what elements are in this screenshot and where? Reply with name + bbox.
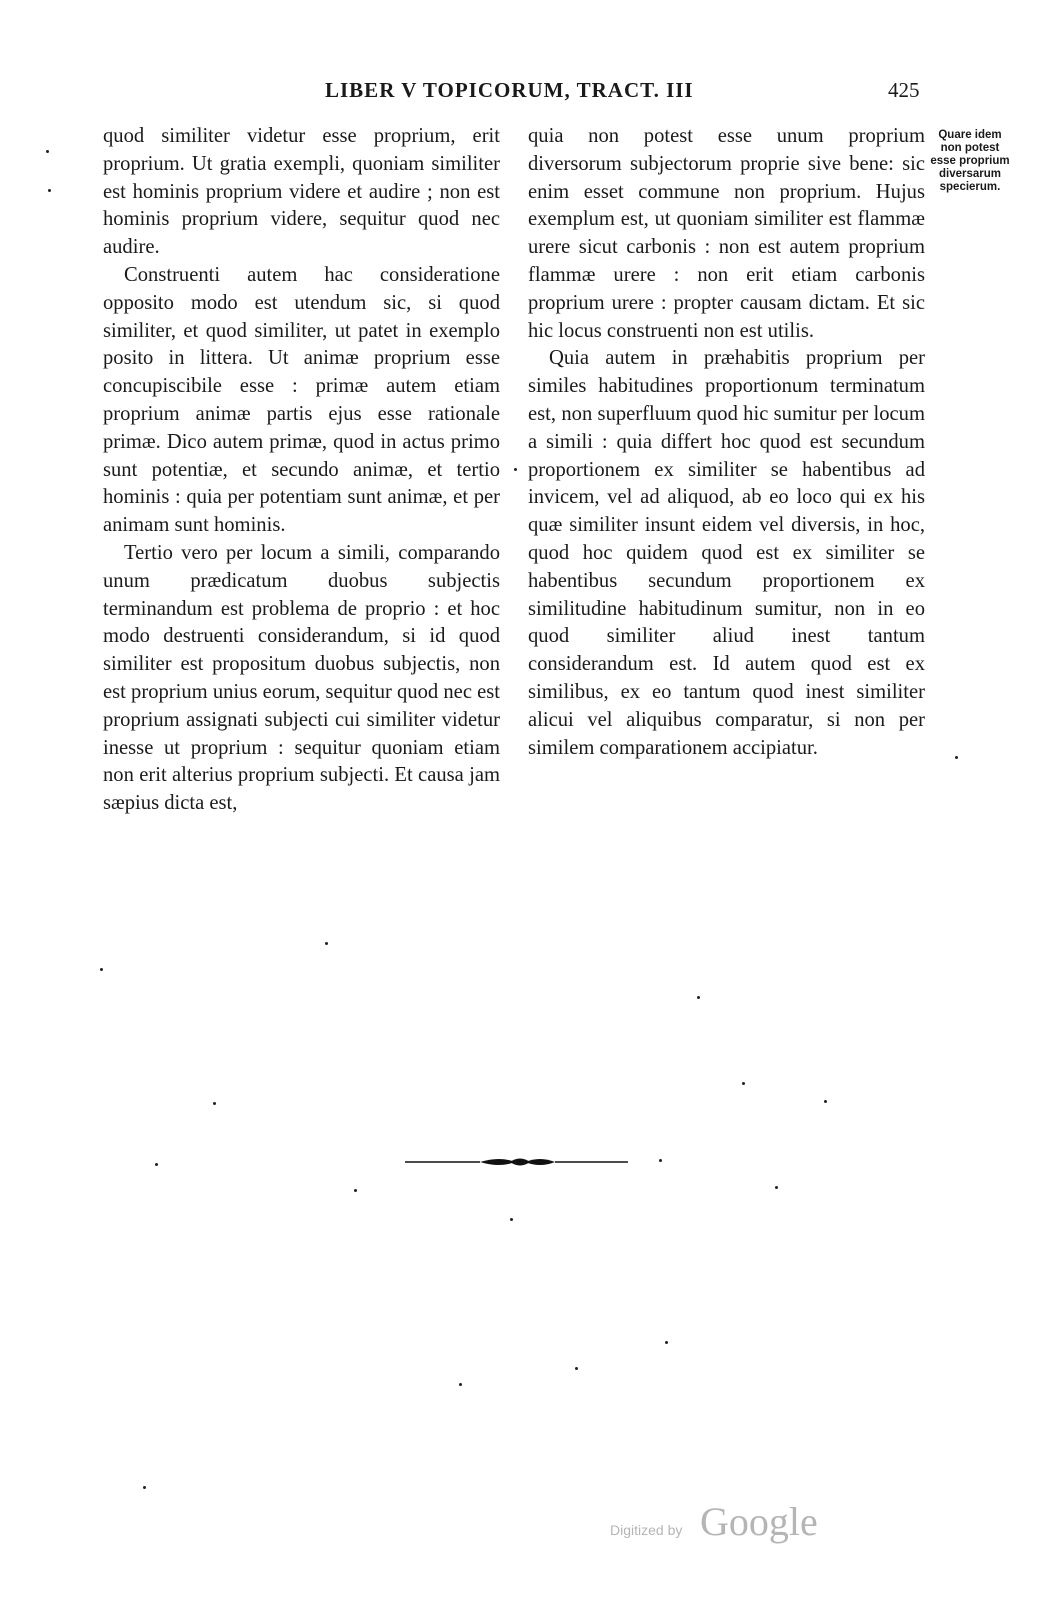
margin-note: Quare idem non potest esse proprium diversarum specierum. — [930, 129, 1010, 193]
left-column — [103, 123, 500, 818]
left-paragraph-2: Construenti autem hac consideratione opposito modo est utendum sic, si quod similiter, et quod similiter, ut patet in exemplo posito in littera. Ut animæ proprium esse concupiscibile esse : primæ autem etiam proprium animæ partis ejus esse rationale primæ. Dico autem primæ, quod in actus primo sunt potentiæ, et secundo animæ, et tertio hominis : quia per potentiam sunt animæ, et per animam sunt hominis. — [103, 263, 500, 537]
right-paragraph-2: Quia autem in præhabitis proprium per similes habitudines proportionum terminatum est, non superfluum quod hic sumitur per locum a simili : quia differt hoc quod est secundum proportionem ex similiter se habentibus ad invicem, vel ad aliquod, ab eo loco qui ex his quæ similiter insunt eidem vel diversis, in hoc, quod hoc quidem quod est ex similiter se habentibus secundum proportionem ex similitudine habitudinum sumitur, non in eo quod similiter aliud inest tantum considerandum est. Id autem quod est ex similibus, ex eo tantum quod inest similiter alicui vel aliquibus comparatur, si non per similem comparationem accipiatur. — [528, 347, 925, 759]
right-paragraph-1: quia non potest esse unum proprium diversorum subjectorum proprie sive bene: sic enim esset commune non proprium. Hujus exemplum est, ut quoniam similiter est flammæ urere sicut carbonis : non est autem proprium flammæ urere : non erit etiam carbonis proprium urere : propter causam dictam. Et sic hic locus construenti non est utilis. — [528, 125, 925, 342]
left-paragraph-1: quod similiter videtur esse proprium, erit proprium. Ut gratia exempli, quoniam similiter est hominis proprium videre et audire ; non est hominis proprium videre, sequitur quod nec audire. — [103, 125, 500, 259]
page-header — [0, 78, 1061, 110]
left-paragraph-3: Tertio vero per locum a simili, comparando unum prædicatum duobus subjectis terminandum est problema de proprio : et hoc modo destruenti considerandum, si id quod similiter est propositum duobus subjectis, non est proprium unius eorum, sequitur quod nec est proprium assignati subjecti cui similiter videtur inesse ut proprium : sequitur quoniam etiam non erit alterius proprium subjecti. Et causa jam sæpius dicta est, — [103, 541, 500, 815]
right-column — [528, 123, 925, 762]
page-number: 425 — [888, 78, 920, 102]
google-logo-text: Google — [700, 1499, 818, 1544]
running-title: LIBER V TOPICORUM, TRACT. III — [325, 78, 694, 102]
ornament-divider — [405, 1154, 628, 1170]
watermark-small-text: Digitized by — [610, 1522, 683, 1538]
